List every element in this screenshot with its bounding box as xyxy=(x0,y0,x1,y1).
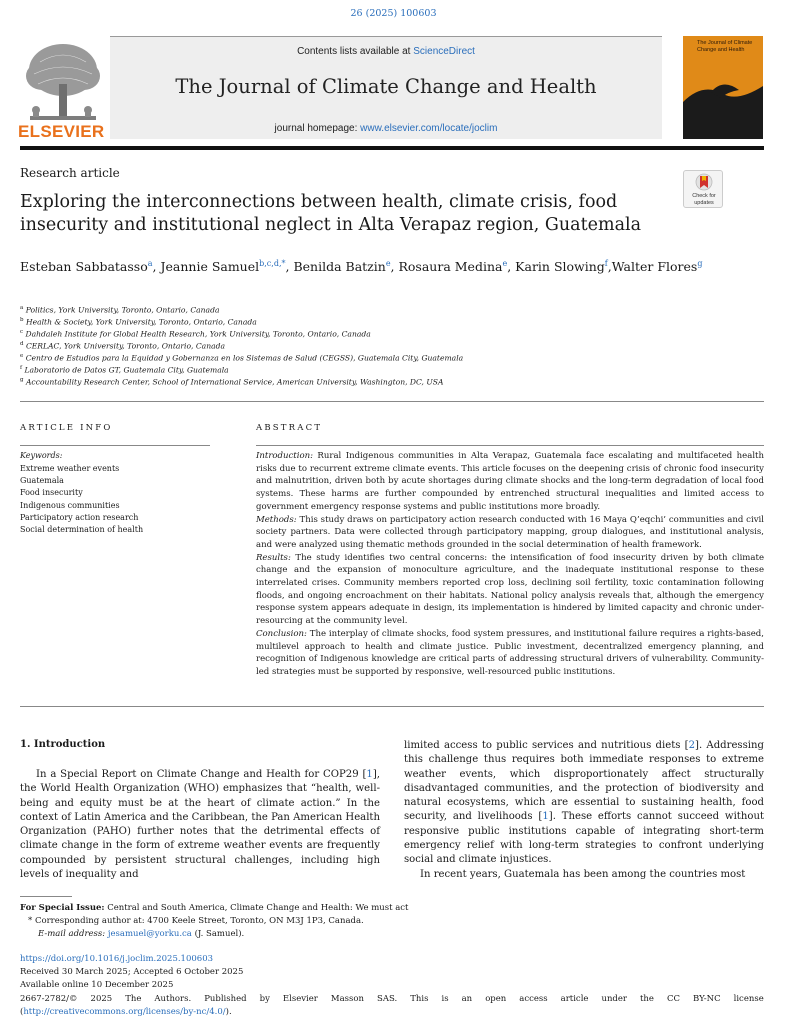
reference-link[interactable]: 1 xyxy=(366,769,373,780)
bookmark-icon xyxy=(695,173,713,191)
affiliation-marker: e xyxy=(20,353,24,359)
special-issue-note xyxy=(20,902,760,915)
author-separator: , xyxy=(507,259,516,275)
affiliation-item xyxy=(20,314,760,326)
divider xyxy=(20,445,210,446)
author-name[interactable]: Esteban Sabbatasso xyxy=(20,259,148,275)
abstract-section-label: Results: xyxy=(256,552,291,563)
abstract-paragraph xyxy=(256,628,764,679)
reference-link[interactable]: 2 xyxy=(688,740,696,751)
author-affiliation-marker[interactable]: g xyxy=(697,259,703,268)
keyword-item: Participatory action research xyxy=(20,512,139,522)
keyword-item: Guatemala xyxy=(20,476,64,486)
keyword-item: Extreme weather events xyxy=(20,464,120,473)
keyword-list xyxy=(20,463,143,536)
homepage-prefix: journal homepage: xyxy=(274,123,361,134)
special-issue-text: Central and South America, Climate Change and Health: We must act xyxy=(104,903,409,913)
affiliation-marker: g xyxy=(20,377,24,383)
license-word: Published xyxy=(204,993,247,1004)
abstract-text: The study identifies two central concerns: the intensification of food insecurity driven by both climate change and the expansion of monoculture agriculture, and the inadequate institutional response to these interrelated crises. Community members reported crop loss, declining soil fertility, toxic contamination following floods, and ongoing encroachment on their habitats. National policy analysis reveals that, although the emergency response system appears adequate in design, its implementation is hindered by limited capacity and chronic under-resourcing at the community level. xyxy=(256,552,764,627)
header-rule xyxy=(20,146,764,150)
affiliation-marker: c xyxy=(20,329,24,335)
license-word: CC xyxy=(666,993,680,1004)
article-type: Research article xyxy=(20,166,120,180)
divider xyxy=(256,445,764,446)
article-info-heading: ARTICLE INFO xyxy=(20,423,113,433)
license-statement xyxy=(20,993,764,1006)
email-label: E-mail address: xyxy=(38,929,106,939)
abstract-text: Rural Indigenous communities in Alta Verapaz, Guatemala face escalating and multifaceted health risks due to recurrent extreme climate events. This article focuses on the deepening crisis of chronic food insecurity and malnutrition, driven both by acute shortages during climate shocks and the long-term degradation of local food systems. These harms are further compounded by entrenched structural inequalities and limited access to government emergency response systems and public institutions more broadly. xyxy=(256,451,764,512)
divider xyxy=(20,706,764,707)
author-name[interactable]: Benilda Batzin xyxy=(293,259,386,275)
citation-link[interactable]: 26 (2025) 100603 xyxy=(350,8,437,19)
license-word: by xyxy=(259,993,270,1004)
author-affiliation-marker[interactable]: a xyxy=(147,259,153,268)
author-affiliation-marker[interactable]: e xyxy=(502,259,508,268)
affiliation-marker: b xyxy=(20,317,24,323)
body-text: ]. These efforts cannot succeed without responsive public institutions capable of integrating short-term emergency relief with long-term strategies to confront underlying social and climate injustices. xyxy=(404,811,764,866)
author-affiliation-marker[interactable]: b,c,d,* xyxy=(259,259,286,268)
section-heading: 1. Introduction xyxy=(20,739,106,750)
affiliation-item xyxy=(20,350,760,362)
keyword-item: Social determination of health xyxy=(20,525,144,535)
body-column-left xyxy=(20,768,380,882)
license-word: Elsevier xyxy=(282,993,318,1004)
license-word: 2025 xyxy=(90,993,113,1004)
affiliation-list xyxy=(20,302,760,386)
email-suffix: (J. Samuel). xyxy=(191,929,245,939)
abstract-text: The interplay of climate shocks, food system pressures, and institutional failure requires a rights-based, multilevel approach to health and climate justice. Public investment, decentralized emergency planning, and recognition of Indigenous knowledge are critical parts of addressing structural drivers of vulnerability. Community-led strategies must be supported by responsive, well-resourced public institutions. xyxy=(256,628,764,677)
affiliation-marker: d xyxy=(20,341,24,347)
abstract-section-label: Methods: xyxy=(256,514,297,525)
author-name[interactable]: Karin Slowing xyxy=(515,259,605,275)
contents-prefix: Contents lists available at xyxy=(297,46,414,57)
abstract-paragraph xyxy=(256,514,764,552)
affiliation-text: Laboratorio de Datos GT, Guatemala City, Guatemala xyxy=(24,365,229,375)
body-text: limited access to public services and nutritious diets [ xyxy=(404,740,689,751)
license-word: SAS. xyxy=(377,993,398,1004)
author-separator: , xyxy=(152,259,161,275)
affiliation-text: Politics, York University, Toronto, Ontario, Canada xyxy=(25,305,220,315)
affiliation-item xyxy=(20,302,760,314)
affiliation-text: Centro de Estudios para la Equidad y Gobernanza en los Sistemas de Salud (CEGSS), Guatemala City, Guatemala xyxy=(25,353,464,363)
license-word: BY-NC xyxy=(693,993,721,1004)
abstract-section-label: Introduction: xyxy=(256,451,314,461)
author-name[interactable]: Rosaura Medina xyxy=(398,259,503,275)
license-word: article xyxy=(560,993,589,1004)
license-word: license xyxy=(733,993,764,1004)
affiliation-item xyxy=(20,374,760,386)
abstract-paragraph xyxy=(256,552,764,628)
abstract-paragraph xyxy=(256,450,764,514)
license-link[interactable]: http://creativecommons.org/licenses/by-nc/4.0/ xyxy=(23,1006,226,1017)
author-separator: , xyxy=(285,259,294,275)
body-column-right xyxy=(404,739,764,882)
corresponding-author-note: * Corresponding author at: 4700 Keele Street, Toronto, ON M3J 1P3, Canada. xyxy=(28,916,364,926)
publisher-name: ELSEVIER xyxy=(18,122,105,141)
footnote-rule xyxy=(20,896,72,897)
cover-landscape-icon xyxy=(683,72,763,112)
license-word: Authors. xyxy=(154,993,192,1004)
license-word: The xyxy=(125,993,142,1004)
affiliation-item xyxy=(20,338,760,350)
sciencedirect-link[interactable]: ScienceDirect xyxy=(413,46,475,57)
affiliation-text: Health & Society, York University, Toronto, Ontario, Canada xyxy=(25,317,257,327)
license-word: under xyxy=(601,993,627,1004)
affiliation-marker: f xyxy=(20,365,23,371)
author-name[interactable]: Walter Flores xyxy=(611,259,698,275)
author-name[interactable]: Jeannie Samuel xyxy=(160,259,260,275)
check-for-updates-badge[interactable] xyxy=(683,170,723,208)
author-separator: , xyxy=(607,259,612,275)
affiliation-text: Dahdaleh Institute for Global Health Research, York University, Toronto, Ontario, Canada xyxy=(25,329,371,339)
body-text: In a Special Report on Climate Change and Health for COP29 [ xyxy=(36,769,367,780)
keywords-label: Keywords: xyxy=(20,451,63,460)
license-word: 2667-2782/© xyxy=(20,993,78,1004)
divider xyxy=(20,401,764,402)
author-separator: , xyxy=(390,259,399,275)
reference-link[interactable]: 1 xyxy=(542,811,549,823)
article-title: Exploring the interconnections between health, climate crisis, food insecurity and institutional neglect in Alta Verapaz region, Guatemala xyxy=(20,192,642,235)
body-text: ]. Addressing this challenge thus requires both immediate responses to extreme weather events, which disproportionately affect structurally disadvantaged communities, and the protection of biodiversity and natural ecosystems, which are essential to sustaining health, food security, and livelihoods [ xyxy=(404,740,764,823)
license-word: open xyxy=(485,993,507,1004)
license-word: access xyxy=(519,993,548,1004)
body-text: ], the World Health Organization (WHO) emphasizes that “health, well-being and equity must be at the heart of climate action.” In the context of Latin America and the Caribbean, the Pan American Health Organization (PAHO) further notes that the detrimental effects of climate change in the form of extreme weather events are frequently compounded by persistent structural challenges, including high levels of inequality and xyxy=(20,769,380,881)
affiliation-text: CERLAC, York University, Toronto, Ontario, Canada xyxy=(25,341,225,351)
email-link[interactable]: jesamuel@yorku.ca xyxy=(107,929,192,939)
keyword-item: Indigenous communities xyxy=(20,500,120,510)
available-online: Available online 10 December 2025 xyxy=(20,980,174,991)
license-word: is xyxy=(441,993,449,1004)
author-affiliation-marker[interactable]: e xyxy=(385,259,391,268)
author-list xyxy=(20,254,760,276)
affiliation-item xyxy=(20,326,760,338)
journal-cover[interactable] xyxy=(683,36,763,139)
affiliation-marker: a xyxy=(20,305,24,311)
license-url-line: (http://creativecommons.org/licenses/by-nc/4.0/). xyxy=(20,1006,232,1017)
abstract-heading: ABSTRACT xyxy=(256,423,323,433)
abstract-body xyxy=(256,450,764,679)
abstract-text: This study draws on participatory action research conducted with 16 Maya Q’eqchi’ communities and civil society partners. Data were collected through participatory mapping, group dialogues, and institutional analysis, and were analyzed using thematic methods grounded in the social determination of health framework. xyxy=(256,514,764,550)
journal-title: The Journal of Climate Change and Health xyxy=(175,75,597,98)
cover-title: The Journal of Climate Change and Health xyxy=(697,40,753,53)
special-issue-label: For Special Issue: xyxy=(20,903,105,913)
doi-link[interactable]: https://doi.org/10.1016/j.joclim.2025.100603 xyxy=(20,954,214,964)
received-dates: Received 30 March 2025; Accepted 6 October 2025 xyxy=(20,967,244,978)
affiliation-item xyxy=(20,362,760,374)
homepage-link[interactable]: www.elsevier.com/locate/joclim xyxy=(360,123,498,134)
body-paragraph: In recent years, Guatemala has been among the countries most xyxy=(420,868,746,880)
homepage-line xyxy=(110,123,662,134)
email-note xyxy=(20,928,760,941)
check-for-updates-label: Check for updates xyxy=(692,193,716,206)
article-footer xyxy=(20,953,764,1019)
contents-line xyxy=(110,46,662,57)
license-word: the xyxy=(640,993,654,1004)
abstract-section-label: Conclusion: xyxy=(256,628,307,639)
license-word: This xyxy=(410,993,429,1004)
affiliation-text: Accountability Research Center, School of International Service, American University, Washington, DC, USA xyxy=(25,377,444,387)
keyword-item: Food insecurity xyxy=(20,488,83,498)
license-word: an xyxy=(461,993,473,1004)
footnotes xyxy=(20,902,760,941)
license-word: Masson xyxy=(330,993,364,1004)
author-affiliation-marker[interactable]: f xyxy=(604,259,608,268)
